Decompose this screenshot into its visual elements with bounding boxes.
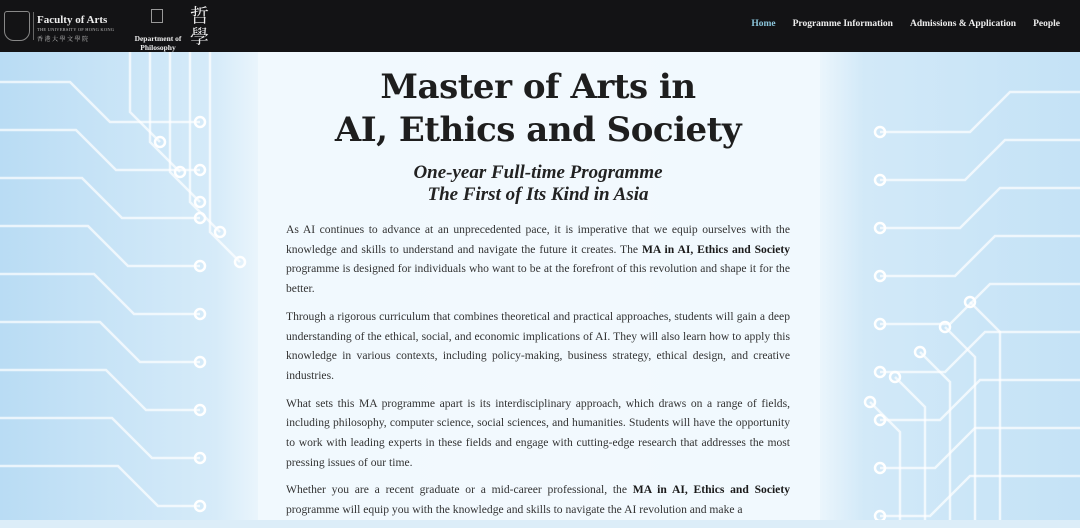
circuit-trace (880, 476, 1080, 516)
programme-name: MA in AI, Ethics and Society (641, 242, 791, 256)
divider (33, 12, 34, 40)
circuit-trace (0, 178, 200, 218)
text: programme is designed for individuals who want to be at the forefront of this revolution and shape it for the better. (286, 262, 790, 296)
circuit-trace (880, 332, 1080, 372)
circuit-trace (170, 52, 200, 202)
department-chinese-calligraphy: 哲學 (190, 6, 210, 48)
nav-people[interactable]: People (1033, 19, 1060, 29)
text: As AI continues to advance at an unprecedented pace, it is imperative that we equip ourselves with the knowledge and skills to understand and navigate the future it creates. The (286, 223, 790, 256)
page-subtitle: One-year Full-time Programme The First of Its Kind in Asia (413, 162, 663, 205)
circuit-trace (0, 274, 200, 314)
text: Whether you are a recent graduate or a mid-career professional, the (286, 483, 633, 497)
text: programme will equip you with the knowledge and skills to navigate the AI revolution and make a (286, 503, 743, 517)
department-emblem-icon (151, 9, 163, 23)
circuit-trace (0, 226, 200, 266)
circuit-trace (0, 418, 200, 458)
circuit-trace (150, 52, 180, 172)
faculty-name: Faculty of Arts (37, 14, 108, 26)
faculty-chinese-name: 香港大學文學院 (37, 37, 90, 43)
circuit-trace (0, 466, 200, 506)
circuit-trace (130, 52, 160, 142)
page-title: Master of Arts in AI, Ethics and Society (334, 67, 742, 150)
circuit-trace (880, 428, 1080, 468)
site-header (0, 0, 1080, 52)
intro-text (286, 220, 790, 520)
text: Through a rigorous curriculum that combines theoretical and practical approaches, students will gain a deep understanding of the ethical, social, and economic implications of AI. They will also learn how to apply this knowledge in various contexts, including policy-making, business strategy, ethical design, and creative industries. (286, 309, 790, 382)
university-name: THE UNIVERSITY OF HONG KONG (37, 27, 115, 32)
nav-programme-information[interactable]: Programme Information (792, 19, 893, 29)
programme-name: MA in AI, Ethics and Society (632, 483, 790, 497)
text: What sets this MA programme apart is its interdisciplinary approach, which draws on a range of fields, including philosophy, computer science, social sciences, and humanities. Students will have the opportunity to work with leading experts in these fields and engage with cutting-edge research that addresses the most pressing issues of our time. (286, 396, 790, 469)
circuit-trace (880, 284, 1080, 324)
circuit-trace (880, 140, 1080, 180)
main-content (286, 66, 790, 528)
nav-home[interactable]: Home (751, 19, 776, 29)
circuit-trace (0, 322, 200, 362)
circuit-trace (0, 370, 200, 410)
main-nav (751, 19, 1060, 29)
nav-admissions-application[interactable]: Admissions & Application (909, 19, 1017, 29)
paragraph (286, 394, 790, 473)
hku-crest-icon (4, 11, 30, 41)
paragraph (286, 220, 790, 299)
circuit-trace (880, 92, 1080, 132)
paragraph (286, 307, 790, 386)
paragraph (286, 480, 790, 519)
circuit-trace (880, 236, 1080, 276)
department-name: Department of Philosophy (134, 34, 182, 52)
circuit-trace (880, 380, 1080, 420)
circuit-trace (880, 188, 1080, 228)
